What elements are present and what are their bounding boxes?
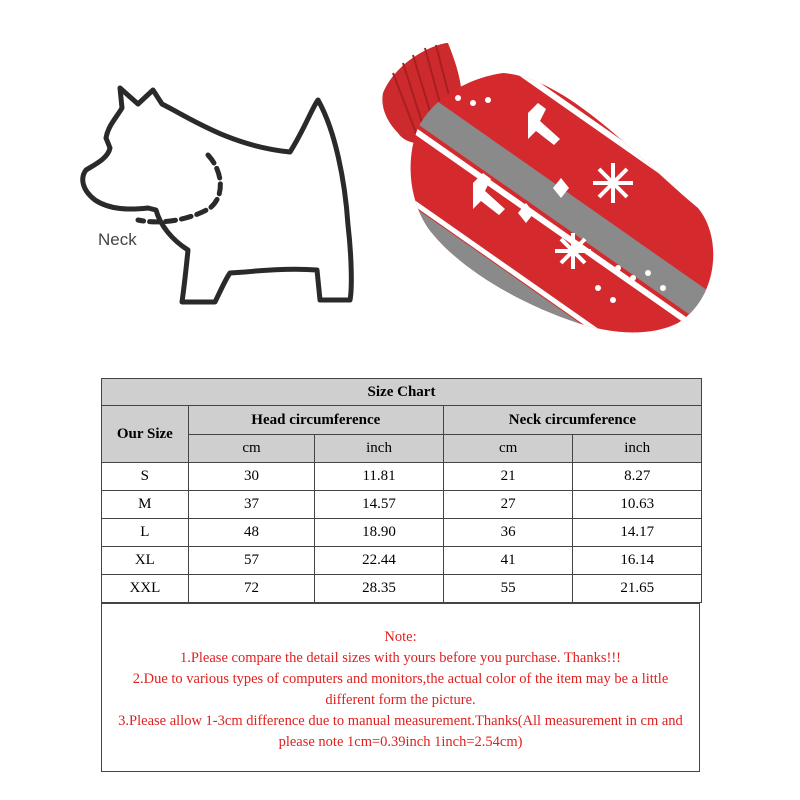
size-chart-table — [101, 378, 702, 603]
head-inch-cell: 28.35 — [315, 575, 444, 603]
table-row — [102, 547, 702, 575]
note-line-1: 1.Please compare the detail sizes with yours before you purchase. Thanks!!! — [179, 650, 622, 666]
head-cm-cell: 48 — [188, 519, 315, 547]
table-row — [102, 575, 702, 603]
head-circumference-header: Head circumference — [188, 406, 443, 435]
neck-cm-cell: 36 — [443, 519, 573, 547]
note-line-2: 2.Due to various types of computers and monitors,the actual color of the item may be a little different form the picture. — [132, 671, 669, 708]
note-line-3: 3.Please allow 1-3cm difference due to manual measurement.Thanks(All measurement in cm and please note 1cm=0.39inch 1inch=2.54cm) — [118, 713, 683, 750]
neck-inch-cell: 10.63 — [573, 491, 702, 519]
our-size-header: Our Size — [102, 406, 189, 463]
head-inch-cell: 18.90 — [315, 519, 444, 547]
neck-cm-cell: 27 — [443, 491, 573, 519]
neck-cm-cell: 41 — [443, 547, 573, 575]
neck-inch-cell: 8.27 — [573, 463, 702, 491]
neck-inch-cell: 21.65 — [573, 575, 702, 603]
neck-cm-cell: 55 — [443, 575, 573, 603]
head-inch-cell: 11.81 — [315, 463, 444, 491]
head-cm-cell: 37 — [188, 491, 315, 519]
table-row — [102, 463, 702, 491]
neck-label: Neck — [98, 230, 137, 249]
table-row — [102, 519, 702, 547]
head-inch-header: inch — [315, 435, 444, 463]
head-cm-cell: 57 — [188, 547, 315, 575]
size-cell: S — [102, 463, 189, 491]
size-chart-title: Size Chart — [102, 379, 702, 406]
sweater-product-image — [378, 38, 723, 338]
head-cm-cell: 30 — [188, 463, 315, 491]
dog-outline-illustration — [60, 60, 380, 330]
head-cm-cell: 72 — [188, 575, 315, 603]
head-inch-cell: 22.44 — [315, 547, 444, 575]
neck-circumference-header: Neck circumference — [443, 406, 701, 435]
neck-inch-cell: 16.14 — [573, 547, 702, 575]
note-heading: Note: — [384, 629, 417, 645]
size-cell: L — [102, 519, 189, 547]
size-cell: M — [102, 491, 189, 519]
neck-inch-header: inch — [573, 435, 702, 463]
table-row — [102, 491, 702, 519]
head-inch-cell: 14.57 — [315, 491, 444, 519]
note-box — [101, 603, 700, 772]
neck-inch-cell: 14.17 — [573, 519, 702, 547]
size-cell: XL — [102, 547, 189, 575]
head-cm-header: cm — [188, 435, 315, 463]
size-cell: XXL — [102, 575, 189, 603]
neck-cm-header: cm — [443, 435, 573, 463]
neck-cm-cell: 21 — [443, 463, 573, 491]
